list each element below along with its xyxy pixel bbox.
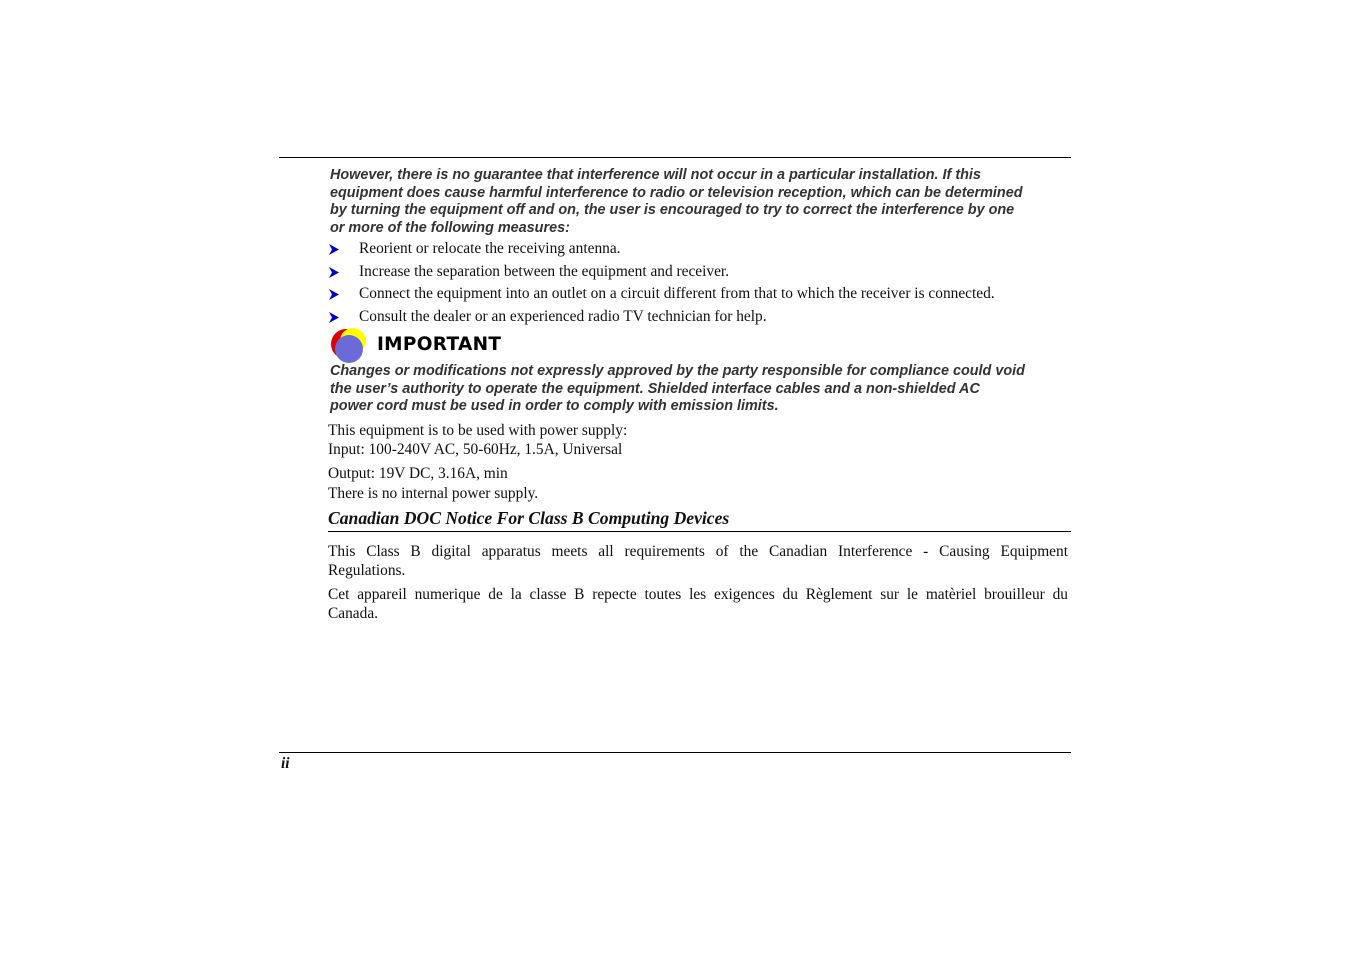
- footer-rule: [279, 752, 1071, 753]
- notice-line: equipment does cause harmful interference to radio or television reception, which can be determined: [330, 184, 1023, 201]
- list-item-text: Connect the equipment into an outlet on a circuit different from that to which the receiver is connected.: [359, 285, 995, 302]
- notice-line: the user’s authority to operate the equipment. Shielded interface cables and a non-shielded AC: [330, 380, 980, 397]
- arrow-bullet-icon: [328, 311, 340, 324]
- section-heading: Canadian DOC Notice For Class B Computing Devices: [328, 508, 1071, 532]
- notice-line: power cord must be used in order to comply with emission limits.: [330, 398, 779, 415]
- important-notice: [330, 363, 1075, 416]
- arrow-bullet-icon: [328, 266, 340, 279]
- list-item: [328, 283, 1068, 306]
- canadian-english-paragraph: [328, 542, 1068, 581]
- canadian-french-paragraph: [328, 585, 1068, 624]
- paragraph-line: Regulations.: [328, 562, 406, 580]
- measures-list: [328, 238, 1068, 328]
- list-item: [328, 261, 1068, 284]
- arrow-bullet-icon: [328, 288, 340, 301]
- paragraph-line: This Class B digital apparatus meets all requirements of the Canadian Interference - Causing Equipment: [328, 543, 1068, 560]
- power-supply-input: Input: 100-240V AC, 50-60Hz, 1.5A, Universal: [328, 441, 623, 458]
- list-item-text: Reorient or relocate the receiving antenna.: [359, 240, 621, 257]
- paragraph-line: Canada.: [328, 605, 378, 623]
- notice-line: or more of the following measures:: [330, 219, 570, 236]
- header-rule: [279, 157, 1071, 158]
- notice-line: However, there is no guarantee that interference will not occur in a particular installation. If this: [330, 167, 981, 183]
- important-label: IMPORTANT: [377, 334, 502, 355]
- internal-power-note: There is no internal power supply.: [328, 485, 539, 502]
- important-callout: [329, 327, 529, 365]
- list-item-text: Consult the dealer or an experienced radio TV technician for help.: [359, 307, 767, 325]
- important-badge-icon: [329, 327, 367, 365]
- power-supply-intro: This equipment is to be used with power supply:: [328, 422, 628, 439]
- arrow-bullet-icon: [328, 243, 340, 256]
- paragraph-line: Cet appareil numerique de la classe B repecte toutes les exigences du Règlement sur le matèriel brouilleur du: [328, 586, 1068, 603]
- list-item: [328, 238, 1068, 261]
- notice-line: by turning the equipment off and on, the user is encouraged to try to correct the interference by one: [330, 202, 1015, 219]
- list-item-text: Increase the separation between the equipment and receiver.: [359, 262, 730, 280]
- notice-line: Changes or modifications not expressly approved by the party responsible for compliance could void: [330, 363, 1025, 379]
- power-supply-output: Output: 19V DC, 3.16A, min: [328, 465, 508, 482]
- page-number: ii: [281, 755, 290, 772]
- list-item: [328, 306, 1068, 329]
- fcc-interference-notice: [330, 167, 1075, 237]
